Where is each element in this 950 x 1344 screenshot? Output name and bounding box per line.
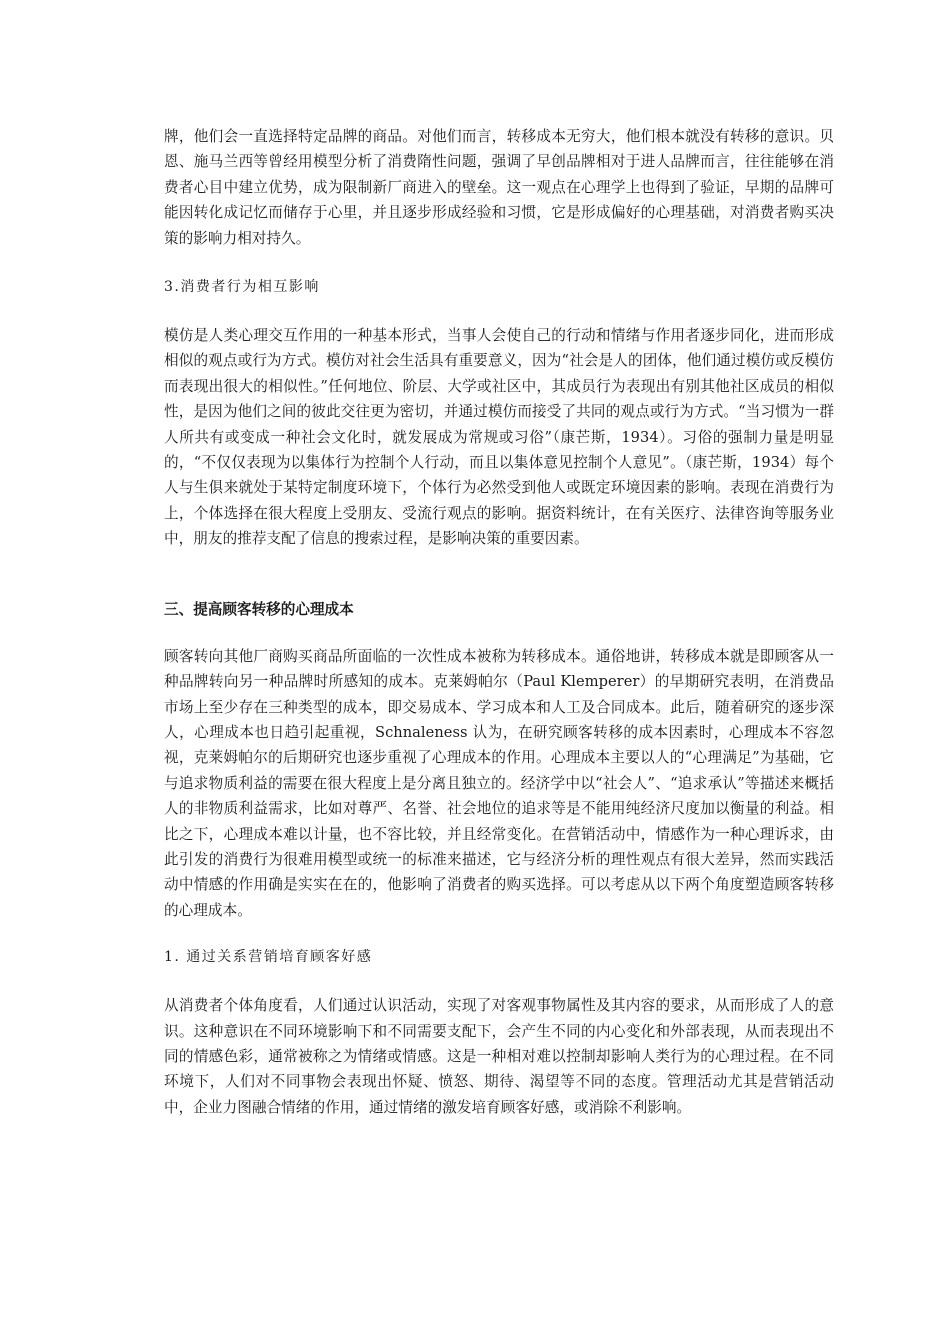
subheading-consumer-mutual-influence: 3.消费者行为相互影响	[164, 279, 320, 296]
paragraph-brand-loyalty: 牌，他们会一直选择特定品牌的商品。对他们而言，转移成本无穷大，他们根本就没有转移的意识。贝恩、施马兰西等曾经用模型分析了消费隋性问题，强调了早创品牌相对于进人品牌而言，往往能够在消费者心目中建立优势，成为限制新厂商进入的壁垒。这一观点在心理学上也得到了验证，早期的品牌可能因转化成记忆而储存于心里，并且逐步形成经验和习惯，它是形成偏好的心理基础，对消费者购买决策的影响力相对持久。	[164, 128, 834, 247]
document-page	[164, 124, 834, 1120]
paragraph-switching-cost: 顾客转向其他厂商购买商品所面临的一次性成本被称为转移成本。通俗地讲，转移成本就是即顾客从一种品牌转向另一种品牌时所感知的成本。克莱姆帕尔（Paul Klemperer）的早期研究表明，在消费品市场上至少存在三种类型的成本，即交易成本、学习成本和人工及合同成本。此后，随着研究的逐步深人，心理成本也日趋引起重视，Schnaleness 认为，在研究顾客转移的成本因素时，心理成本不容忽视，克莱姆帕尔的后期研究也逐步重视了心理成本的作用。心理成本主要以人的“心理满足”为基础，它与追求物质利益的需要在很大程度上是分离且独立的。经济学中以“社会人”、“追求承认”等描述来概括人的非物质利益需求，比如对尊严、名誉、社会地位的追求等是不能用纯经济尺度加以衡量的利益。相比之下，心理成本难以计量，也不容比较，并且经常变化。在营销活动中，情感作为一种心理诉求，由此引发的消费行为很难用模型或统一的标准来描述，它与经济分析的理性观点有很大差异，然而实践活动中情感的作用确是实实在在的，他影响了消费者的购买选择。可以考虑从以下两个角度塑造顾客转移的心理成本。	[164, 647, 834, 919]
subheading-relationship-marketing: 1. 通过关系营销培育顾客好感	[164, 949, 373, 966]
section-heading-psychological-cost: 三、提高顾客转移的心理成本	[164, 600, 354, 618]
paragraph-emotion: 从消费者个体角度看，人们通过认识活动，实现了对客观事物属性及其内容的要求，从而形成了人的意识。这种意识在不同环境影响下和不同需要支配下，会产生不同的内心变化和外部表现，从而表现出不同的情感色彩，通常被称之为情绪或情感。这是一种相对难以控制却影响人类行为的心理过程。在不同环境下，人们对不同事物会表现出怀疑、愤怒、期待、渴望等不同的态度。管理活动尤其是营销活动中，企业力图融合情绪的作用，通过情绪的激发培育顾客好感，或消除不利影响。	[164, 997, 834, 1116]
paragraph-imitation: 模仿是人类心理交互作用的一种基本形式，当事人会使自己的行动和情绪与作用者逐步同化，进而形成相似的观点或行为方式。模仿对社会生活具有重要意义，因为“社会是人的团体，他们通过模仿或反模仿而表现出很大的相似性。”任何地位、阶层、大学或社区中，其成员行为表现出有别其他社区成员的相似性，是因为他们之间的彼此交往更为密切，并通过模仿而接受了共同的观点或行为方式。“当习惯为一群人所共有或变成一种社会文化时，就发展成为常规或习俗”（康芒斯，1934）。习俗的强制力量是明显的，“不仅仅表现为以集体行为控制个人行动，而且以集体意见控制个人意见”。（康芒斯，1934）每个人与生俱来就处于某特定制度环境下，个体行为必然受到他人或既定环境因素的影响。表现在消费行为上，个体选择在很大程度上受朋友、受流行观点的影响。据资料统计，在有关医疗、法律咨询等服务业中，朋友的推荐支配了信息的搜索过程，是影响决策的重要因素。	[164, 327, 834, 548]
